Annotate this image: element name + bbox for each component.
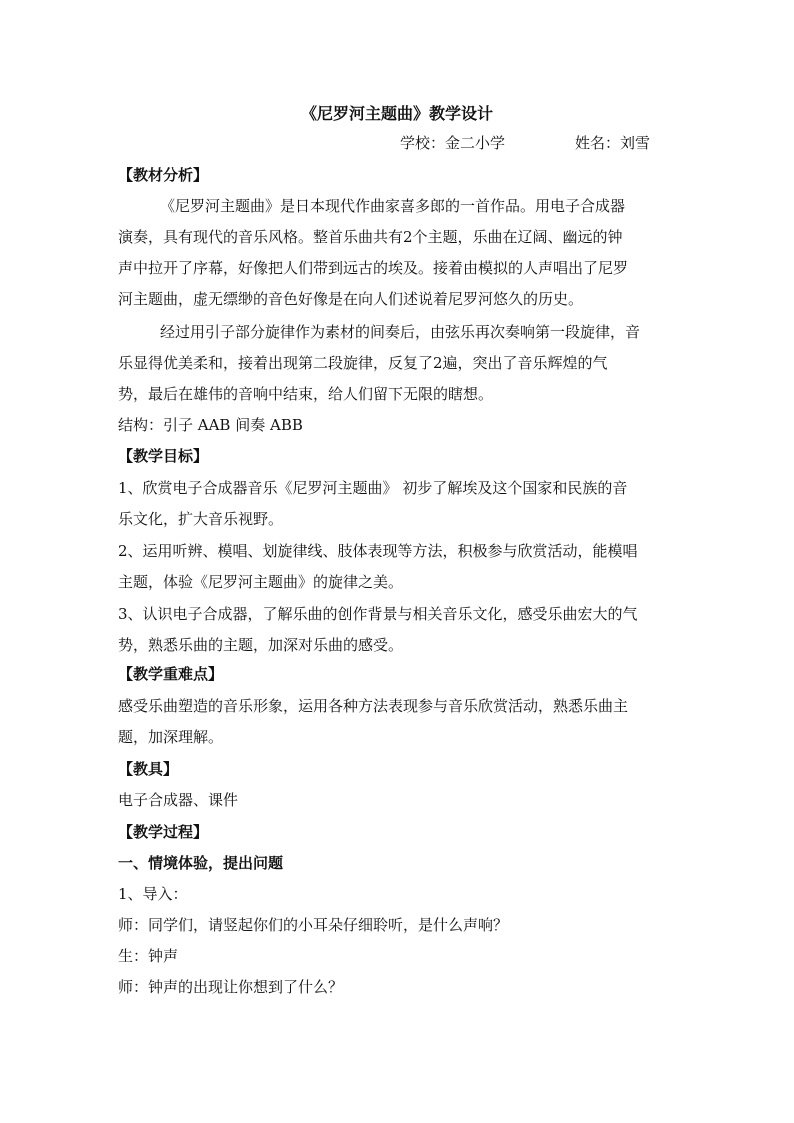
- key-point-line: 感受乐曲塑造的音乐形象，运用各种方法表现参与音乐欣赏活动，熟悉乐曲主: [118, 697, 629, 715]
- goals-heading: 【教学目标】: [118, 447, 209, 465]
- analysis-paragraph-line: 演奏，具有现代的音乐风格。整首乐曲共有2个主题，乐曲在辽阔、幽远的钟: [118, 228, 623, 246]
- process-line: 师：同学们，请竖起你们的小耳朵仔细聆听，是什么声响？: [118, 916, 509, 934]
- analysis-heading: 【教材分析】: [118, 166, 209, 184]
- tools-line: 电子合成器、课件: [118, 791, 239, 809]
- goal-line: 2、运用听辨、模唱、划旋律线、肢体表现等方法，积极参与欣赏活动，能模唱: [118, 542, 638, 560]
- structure-line: 结构：引子 AAB 间奏 ABB: [118, 416, 303, 434]
- document-title: 《尼罗河主题曲》教学设计: [300, 104, 493, 123]
- key-points-heading: 【教学重难点】: [118, 665, 224, 683]
- tools-heading: 【教具】: [118, 760, 179, 778]
- analysis-paragraph-line: 《尼罗河主题曲》是日本现代作曲家喜多郎的一首作品。用电子合成器: [160, 197, 626, 215]
- process-line: 生：钟声: [118, 947, 179, 965]
- process-heading: 【教学过程】: [118, 823, 209, 841]
- key-point-line: 题，加深理解。: [118, 728, 224, 746]
- author-label: 姓名：刘雪: [575, 134, 651, 152]
- goal-line: 乐文化，扩大音乐视野。: [118, 510, 284, 528]
- goal-line: 1、欣赏电子合成器音乐《尼罗河主题曲》 初步了解埃及这个国家和民族的音: [118, 479, 628, 497]
- process-line: 师：钟声的出现让你想到了什么？: [118, 978, 344, 996]
- analysis-paragraph-line: 经过用引子部分旋律作为素材的间奏后，由弦乐再次奏响第一段旋律，音: [160, 323, 641, 341]
- analysis-paragraph-line: 声中拉开了序幕，好像把人们带到远古的埃及。接着由模拟的人声唱出了尼罗: [118, 259, 629, 277]
- analysis-paragraph-line: 河主题曲，虚无缥缈的音色好像是在向人们述说着尼罗河悠久的历史。: [118, 290, 584, 308]
- process-line: 1、导入：: [118, 885, 188, 903]
- school-label: 学校：金二小学: [400, 134, 506, 152]
- analysis-paragraph-line: 乐显得优美柔和，接着出现第二段旋律，反复了2遍，突出了音乐辉煌的气: [118, 354, 608, 372]
- process-subheading: 一、情境体验，提出问题: [118, 854, 284, 872]
- goal-line: 主题，体验《尼罗河主题曲》的旋律之美。: [118, 573, 404, 591]
- goal-line: 势，熟悉乐曲的主题，加深对乐曲的感受。: [118, 636, 404, 654]
- analysis-paragraph-line: 势，最后在雄伟的音响中结束，给人们留下无限的瞎想。: [118, 385, 494, 403]
- goal-line: 3、认识电子合成器，了解乐曲的创作背景与相关音乐文化，感受乐曲宏大的气: [118, 605, 638, 623]
